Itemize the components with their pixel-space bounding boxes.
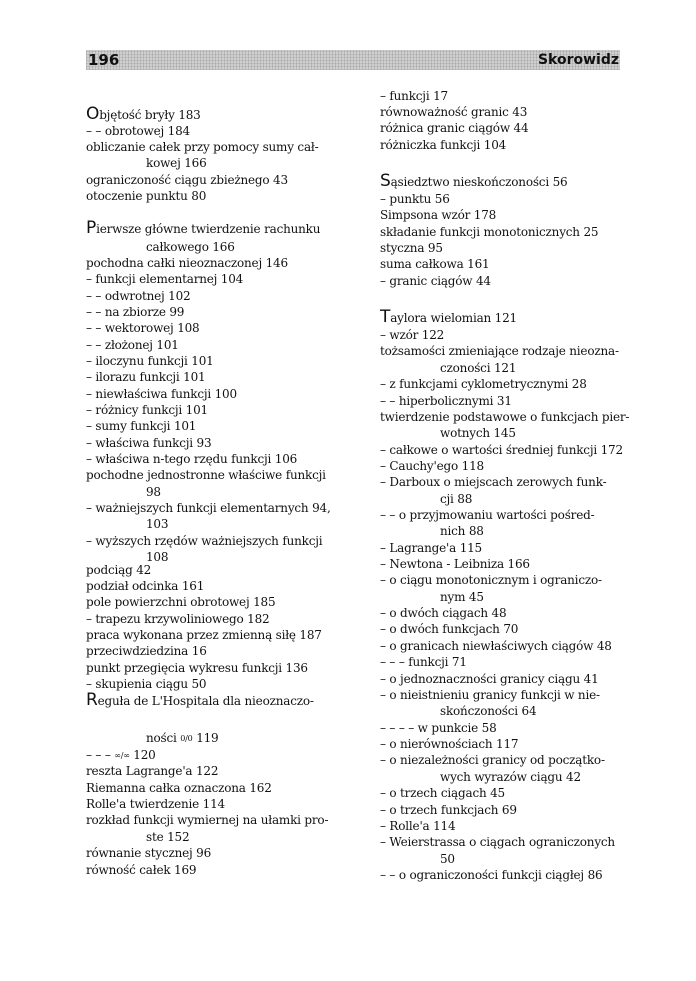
index-entry: tożsamości zmieniające rodzaje nieozna- — [380, 344, 619, 358]
index-entry: pochodne jednostronne właściwe funkcji — [86, 468, 326, 482]
index-entry: Riemanna całka oznaczona 162 — [86, 781, 272, 795]
index-entry: – z funkcjami cyklometrycznymi 28 — [380, 377, 587, 391]
index-entry: – o ciągu monotonicznym i ograniczo- — [380, 573, 602, 587]
section-initial: R — [86, 690, 98, 710]
index-entry: suma całkowa 161 — [380, 257, 490, 271]
index-entry: punkt przegięcia wykresu funkcji 136 — [86, 661, 308, 675]
entry-text: ierwsze główne twierdzenie rachunku — [96, 222, 321, 236]
index-entry: – całkowe o wartości średniej funkcji 172 — [380, 443, 623, 457]
section-initial: T — [380, 307, 391, 327]
index-entry: wotnych 145 — [440, 426, 516, 440]
index-entry: – – o ograniczoności funkcji ciągłej 86 — [380, 868, 603, 882]
index-entry: – – odwrotnej 102 — [86, 289, 191, 303]
index-entry: – sumy funkcji 101 — [86, 419, 197, 433]
index-entry: nym 45 — [440, 590, 484, 604]
entry-text: bjętość bryły 183 — [99, 108, 201, 122]
index-entry: cji 88 — [440, 492, 473, 506]
index-entry: – o nierównościach 117 — [380, 737, 519, 751]
index-entry: kowej 166 — [146, 156, 207, 170]
index-entry — [86, 220, 320, 237]
index-entry — [146, 730, 219, 748]
entry-text: ąsiedztwo nieskończoności 56 — [390, 175, 568, 189]
index-entry: równość całek 169 — [86, 863, 197, 877]
index-entry: Rolle'a twierdzenie 114 — [86, 797, 225, 811]
index-entry: rozkład funkcji wymiernej na ułamki pro- — [86, 813, 329, 827]
index-entry: – punktu 56 — [380, 192, 450, 206]
index-entry — [86, 106, 201, 123]
index-entry: twierdzenie podstawowe o funkcjach pier- — [380, 410, 630, 424]
index-entry: – – – funkcji 71 — [380, 655, 467, 669]
fraction: ∞/∞ — [114, 751, 130, 760]
page-ref: 120 — [129, 748, 156, 762]
index-entry: – – o przyjmowaniu wartości pośred- — [380, 508, 595, 522]
index-entry: – – wektorowej 108 — [86, 321, 200, 335]
index-entry — [380, 309, 517, 326]
index-entry: całkowego 166 — [146, 240, 235, 254]
index-entry: – Newtona - Leibniza 166 — [380, 557, 530, 571]
index-entry: – – na zbiorze 99 — [86, 305, 185, 319]
entry-text: – – – — [86, 748, 115, 762]
index-entry: podciąg 42 — [86, 563, 152, 577]
index-entry: – – obrotowej 184 — [86, 124, 190, 138]
index-entry: – różnicy funkcji 101 — [86, 403, 208, 417]
entry-text: aylora wielomian 121 — [390, 311, 517, 325]
index-entry: praca wykonana przez zmienną siłę 187 — [86, 628, 322, 642]
index-entry: – o granicach niewłaściwych ciągów 48 — [380, 639, 612, 653]
index-entry: czoności 121 — [440, 361, 517, 375]
index-entry: – niewłaściwa funkcji 100 — [86, 387, 237, 401]
index-entry: pochodna całki nieoznaczonej 146 — [86, 256, 288, 270]
index-entry: – trapezu krzywoliniowego 182 — [86, 612, 270, 626]
index-entry: – ilorazu funkcji 101 — [86, 370, 206, 384]
index-entry: 50 — [440, 852, 455, 866]
index-entry: równoważność granic 43 — [380, 105, 528, 119]
index-entry: nich 88 — [440, 524, 484, 538]
index-entry: – – – – w punkcie 58 — [380, 721, 497, 735]
index-entry: – o jednoznaczności granicy ciągu 41 — [380, 672, 599, 686]
index-entry: – o niezależności granicy od początko- — [380, 753, 605, 767]
index-entry: różniczka funkcji 104 — [380, 138, 507, 152]
index-entry: podział odcinka 161 — [86, 579, 205, 593]
index-entry: – ważniejszych funkcji elementarnych 94, — [86, 501, 331, 515]
index-entry: – o trzech ciągach 45 — [380, 786, 505, 800]
index-entry: równanie stycznej 96 — [86, 846, 212, 860]
page-number: 196 — [88, 51, 120, 69]
index-entry: – właściwa n-tego rzędu funkcji 106 — [86, 452, 298, 466]
index-entry: – właściwa funkcji 93 — [86, 436, 212, 450]
index-entry: styczna 95 — [380, 241, 443, 255]
page-ref: 119 — [192, 731, 219, 745]
index-entry: 98 — [146, 485, 161, 499]
section-initial: S — [380, 171, 391, 191]
index-entry: różnica granic ciągów 44 — [380, 121, 529, 135]
index-entry: skończoności 64 — [440, 704, 537, 718]
entry-text: ności — [146, 731, 181, 745]
entry-text: eguła de L'Hospitala dla nieoznaczo- — [97, 694, 314, 708]
index-entry: 108 — [146, 550, 169, 564]
index-entry: Simpsona wzór 178 — [380, 208, 497, 222]
index-entry: – funkcji 17 — [380, 89, 448, 103]
section-initial: P — [86, 218, 97, 238]
index-entry: – iloczynu funkcji 101 — [86, 354, 214, 368]
index-entry: – o trzech funkcjach 69 — [380, 803, 517, 817]
index-entry: – o dwóch funkcjach 70 — [380, 622, 519, 636]
index-entry: – wzór 122 — [380, 328, 445, 342]
index-entry: – – złożonej 101 — [86, 338, 179, 352]
index-entry: – Rolle'a 114 — [380, 819, 456, 833]
index-entry: – skupienia ciągu 50 — [86, 677, 207, 691]
index-entry — [86, 692, 314, 709]
index-entry: przeciwdziedzina 16 — [86, 644, 207, 658]
running-head: Skorowidz — [537, 52, 619, 68]
index-entry: – o nieistnieniu granicy funkcji w nie- — [380, 688, 600, 702]
index-entry: składanie funkcji monotonicznych 25 — [380, 225, 599, 239]
index-entry: – Weierstrassa o ciągach ograniczonych — [380, 835, 615, 849]
index-entry: – funkcji elementarnej 104 — [86, 272, 244, 286]
index-entry: – Lagrange'a 115 — [380, 541, 482, 555]
index-entry: obliczanie całek przy pomocy sumy cał- — [86, 140, 319, 154]
index-entry: – granic ciągów 44 — [380, 274, 491, 288]
index-entry: ste 152 — [146, 830, 190, 844]
section-initial: O — [86, 104, 100, 124]
index-entry: – wyższych rzędów ważniejszych funkcji — [86, 534, 323, 548]
index-entry: – Darboux o miejscach zerowych funk- — [380, 475, 607, 489]
index-entry — [380, 173, 567, 190]
index-entry: – Cauchy'ego 118 — [380, 459, 484, 473]
index-entry: pole powierzchni obrotowej 185 — [86, 595, 276, 609]
index-entry: – – hiperbolicznymi 31 — [380, 394, 512, 408]
index-entry: reszta Lagrange'a 122 — [86, 764, 219, 778]
index-entry: otoczenie punktu 80 — [86, 189, 207, 203]
index-entry: wych wyrazów ciągu 42 — [440, 770, 581, 784]
index-entry: ograniczoność ciągu zbieżnego 43 — [86, 173, 288, 187]
fraction: 0/0 — [180, 734, 193, 743]
index-entry: 103 — [146, 517, 169, 531]
index-entry: – o dwóch ciągach 48 — [380, 606, 507, 620]
